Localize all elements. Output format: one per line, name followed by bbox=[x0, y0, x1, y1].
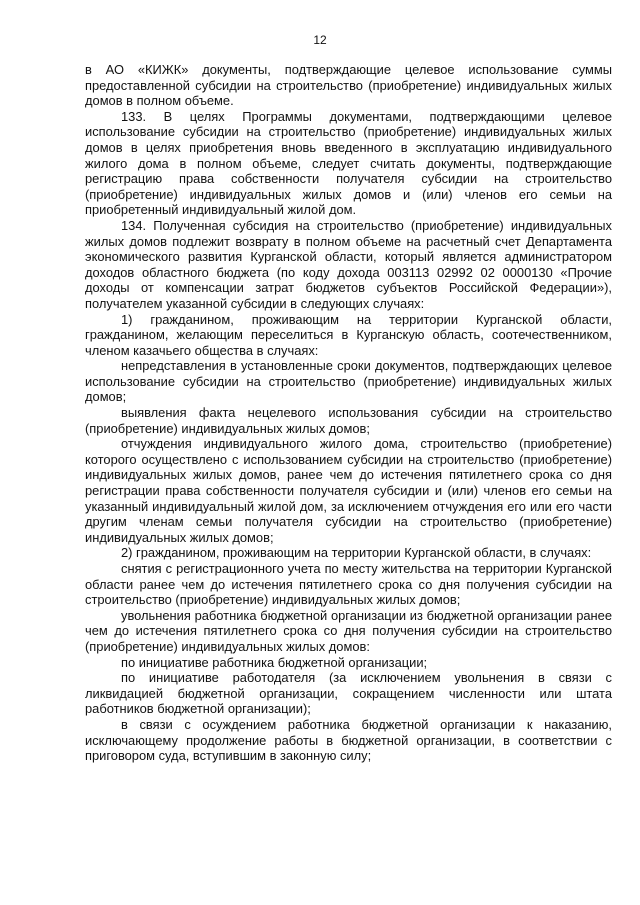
page-number: 12 bbox=[313, 33, 327, 47]
list-item: отчуждения индивидуального жилого дома, строительство (приобретение) которого осуществлено с использованием субсидии на строительство (приобретение) индивидуальных жилых домов, ранее чем до истечения пятилетнего срока со дня регистрации права собственности получателя субсидии и (или) членов его семьи на указанный индивидуальный жилой дом, за исключением отчуждения его или его части другим членам семьи получателя субсидии на строительство (приобретение) индивидуальных жилых домов; bbox=[85, 436, 612, 545]
list-item: по инициативе работника бюджетной организации; bbox=[121, 654, 428, 670]
list-item: непредставления в установленные сроки документов, подтверждающих целевое использование субсидии на строительство (приобретение) индивидуальных жилых домов; bbox=[85, 358, 612, 405]
document-body bbox=[85, 62, 612, 764]
list-item: по инициативе работодателя (за исключением увольнения в связи с ликвидацией бюджетной организации, сокращением численности или штата работников бюджетной организации); bbox=[85, 670, 612, 717]
list-item: выявления факта нецелевого использования субсидии на строительство (приобретение) индивидуальных жилых домов; bbox=[85, 405, 612, 436]
list-item: 1) гражданином, проживающим на территории Курганской области, гражданином, желающим переселиться в Курганскую область, соотечественником, членом казачьего общества в случаях: bbox=[85, 311, 612, 358]
list-item: в связи с осуждением работника бюджетной организации к наказанию, исключающему продолжение работы в бюджетной организации, в соответствии с приговором суда, вступившим в законную силу; bbox=[85, 716, 612, 764]
list-item: увольнения работника бюджетной организации из бюджетной организации ранее чем до истечения пятилетнего срока со дня получения субсидии на строительство (приобретение) индивидуальных жилых домов: bbox=[85, 607, 612, 654]
list-item: снятия с регистрационного учета по месту жительства на территории Курганской области ранее чем до истечения пятилетнего срока со дня получения субсидии на строительство (приобретение) индивидуальных жилых домов; bbox=[85, 561, 612, 608]
paragraph-134: 134. Полученная субсидия на строительство (приобретение) индивидуальных жилых домов подлежит возврату в полном объеме на расчетный счет Департамента экономического развития Курганской области, который является администратором доходов областного бюджета (по коду дохода 003113 02992 02 0000130 «Прочие доходы от компенсации затрат бюджетов субъектов Российской Федерации»), получателем указанной субсидии в следующих случаях: bbox=[85, 217, 612, 311]
paragraph-133: 133. В целях Программы документами, подтверждающими целевое использование субсидии на строительство (приобретение) индивидуальных жилых домов в целях приобретения вновь введенного в эксплуатацию индивидуального жилого дома в полном объеме, следует считать документы, подтверждающие регистрацию права собственности получателя субсидии на строительство (приобретение) индивидуальных жилых домов и (или) членов его семьи на приобретенный индивидуальный жилой дом. bbox=[85, 108, 612, 218]
paragraph: в АО «КИЖК» документы, подтверждающие целевое использование суммы предоставленной субсидии на строительство (приобретение) индивидуальных жилых домов в полном объеме. bbox=[85, 62, 612, 109]
list-item: 2) гражданином, проживающим на территории Курганской области, в случаях: bbox=[121, 545, 592, 561]
